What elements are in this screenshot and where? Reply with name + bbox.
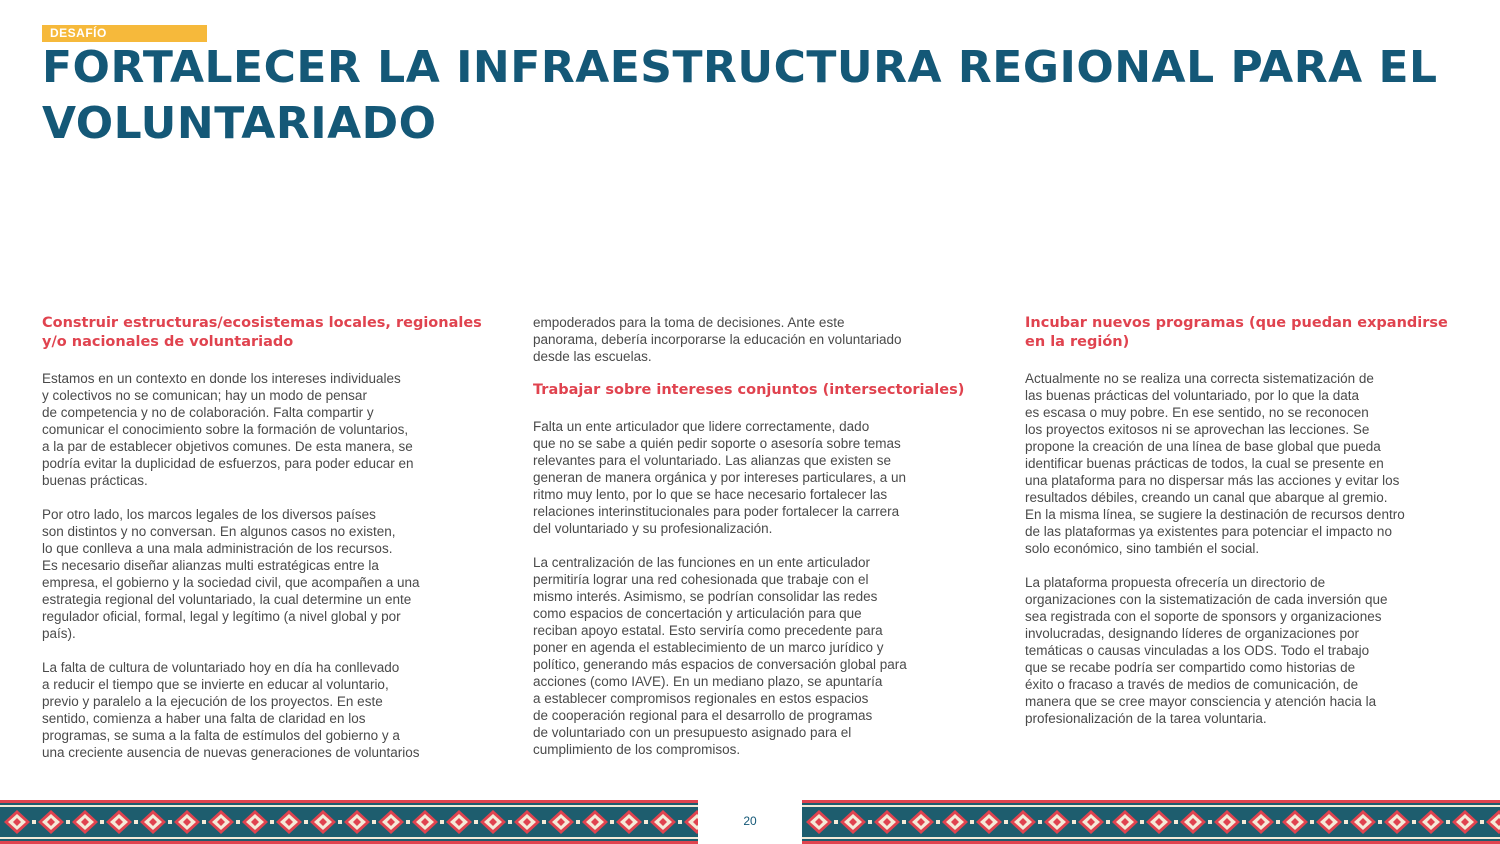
pattern-dot: [474, 820, 478, 824]
column-1: [42, 314, 482, 778]
pattern-dot: [66, 820, 70, 824]
pattern-dot: [1242, 820, 1246, 824]
column-3-heading: Incubar nuevos programas (que puedan expandirse en la región): [1025, 315, 1448, 350]
pattern-dot: [1480, 820, 1484, 824]
pattern-dot: [576, 820, 580, 824]
pattern-dot: [542, 820, 546, 824]
column-3: [1025, 314, 1465, 744]
pattern-dot: [440, 820, 444, 824]
pattern-dot: [508, 820, 512, 824]
pattern-dot: [1276, 820, 1280, 824]
column-2-continuation: empoderados para la toma de decisiones. Ante este panorama, debería incorporarse la educación en voluntariado desde las escuelas.: [533, 315, 902, 364]
pattern-dot: [1140, 820, 1144, 824]
pattern-dot: [970, 820, 974, 824]
pattern-dot: [644, 820, 648, 824]
pattern-dot: [100, 820, 104, 824]
section-tag: DESAFÍO: [42, 25, 207, 42]
column-1-paragraph: Estamos en un contexto en donde los intereses individuales y colectivos no se comunican; hay un modo de pensar de competencia y no de colaboración. Falta compartir y comunicar el conocimiento sobre la formación de voluntarios, a la par de establecer objetivos comunes. De esta manera, se podría evitar la duplicidad de esfuerzos, para poder educar en buenas prácticas.: [42, 371, 414, 488]
pattern-dot: [834, 820, 838, 824]
pattern-top-stripe-inner: [0, 805, 698, 807]
textile-pattern-right: [802, 800, 1500, 844]
pattern-dot: [304, 820, 308, 824]
pattern-dot: [270, 820, 274, 824]
pattern-dot: [236, 820, 240, 824]
column-3-paragraph: Actualmente no se realiza una correcta sistematización de las buenas prácticas del voluntariado, por lo que la data es escasa o muy pobre. En ese sentido, no se reconocen los proyectos exitosos ni se aprovechan las lecciones. Se propone la creación de una línea de base global que pueda identificar buenas prácticas de todos, la cual se presente en una plataforma para no dispersar más las acciones y evitar los resultados débiles, creando un canal que abarque al gremio. En la misma línea, se sugiere la destinación de recursos dentro de las plataformas ya existentes para potenciar el impacto no solo económico, sino también el social.: [1025, 371, 1405, 556]
pattern-dot: [1072, 820, 1076, 824]
pattern-dot: [936, 820, 940, 824]
pattern-top-stripe-inner: [802, 805, 1500, 807]
pattern-dot: [168, 820, 172, 824]
pattern-bottom-stripe-inner: [0, 837, 698, 839]
pattern-dot: [1004, 820, 1008, 824]
pattern-dot: [372, 820, 376, 824]
textile-pattern-left: [0, 800, 698, 844]
pattern-dot: [32, 820, 36, 824]
pattern-top-stripe: [0, 800, 698, 803]
pattern-dot: [1412, 820, 1416, 824]
pattern-dot: [406, 820, 410, 824]
pattern-dot: [902, 820, 906, 824]
page-number: 20: [743, 814, 757, 828]
decorative-pattern-band-left: [0, 800, 698, 844]
pattern-dot: [678, 820, 682, 824]
pattern-dot: [1038, 820, 1042, 824]
pattern-dot: [338, 820, 342, 824]
column-1-paragraph: Por otro lado, los marcos legales de los diversos países son distintos y no conversan. En algunos casos no existen, lo que conlleva a una mala administración de los recursos. Es necesario diseñar alianzas multi estratégicas entre la empresa, el gobierno y la sociedad civil, que acompañen a una estrategia regional del voluntariado, la cual determine un ente regulador oficial, formal, legal y legítimo (a nivel global y por país).: [42, 507, 420, 641]
column-1-paragraph: La falta de cultura de voluntariado hoy en día ha conllevado a reducir el tiempo que se invierte en educar al voluntario, previo y paralelo a la ejecución de los proyectos. En este sentido, comienza a haber una falta de claridad en los programas, se suma a la falta de estímulos del gobierno y a una creciente ausencia de nuevas generaciones de voluntarios: [42, 660, 420, 760]
pattern-dot: [610, 820, 614, 824]
pattern-dot: [868, 820, 872, 824]
pattern-dot: [202, 820, 206, 824]
column-3-paragraph: La plataforma propuesta ofrecería un directorio de organizaciones con la sistematización de cada inversión que sea registrada con el soporte de sponsors y organizaciones involucradas, designando líderes de organizaciones por temáticas o causas vinculadas a los ODS. Todo el trabajo que se recabe podría ser compartido como historias de éxito o fracaso a través de medios de comunicación, de manera que se cree mayor consciencia y atención hacia la profesionalización de la tarea voluntaria.: [1025, 575, 1388, 726]
column-2-paragraph: La centralización de las funciones en un ente articulador permitiría lograr una red cohesionada que trabaje con el mismo interés. Asimismo, se podrían consolidar las redes como espacios de concertación y articulación para que reciban apoyo estatal. Esto serviría como precedente para poner en agenda el establecimiento de un marco jurídico y político, generando más espacios de conversación global para acciones (como IAVE). En un mediano plazo, se apuntaría a establecer compromisos regionales en estos espacios de cooperación regional para el desarrollo de programas de voluntariado con un presupuesto asignado para el cumplimiento de los compromisos.: [533, 555, 907, 757]
pattern-dot: [1446, 820, 1450, 824]
pattern-dot: [1378, 820, 1382, 824]
pattern-dot: [134, 820, 138, 824]
column-2: [533, 314, 973, 775]
pattern-top-stripe: [802, 800, 1500, 803]
column-2-heading: Trabajar sobre intereses conjuntos (intersectoriales): [533, 382, 965, 398]
page-title: FORTALECER LA INFRAESTRUCTURA REGIONAL PARA EL VOLUNTARIADO: [42, 42, 1438, 149]
pattern-dot: [1106, 820, 1110, 824]
pattern-dot: [1174, 820, 1178, 824]
decorative-pattern-band-right: [802, 800, 1500, 844]
column-1-heading: Construir estructuras/ecosistemas locales, regionales y/o nacionales de voluntariado: [42, 315, 482, 350]
pattern-dot: [1310, 820, 1314, 824]
pattern-dot: [1344, 820, 1348, 824]
pattern-dot: [1208, 820, 1212, 824]
column-2-paragraph: Falta un ente articulador que lidere correctamente, dado que no se sabe a quién pedir soporte o asesoría sobre temas relevantes para el voluntariado. Las alianzas que existen se generan de manera orgánica y por intereses particulares, a un ritmo muy lento, por lo que se hace necesario fortalecer las relaciones interinstitucionales para poder fortalecer la carrera del voluntariado y su profesionalización.: [533, 419, 906, 536]
pattern-bottom-stripe-inner: [802, 837, 1500, 839]
